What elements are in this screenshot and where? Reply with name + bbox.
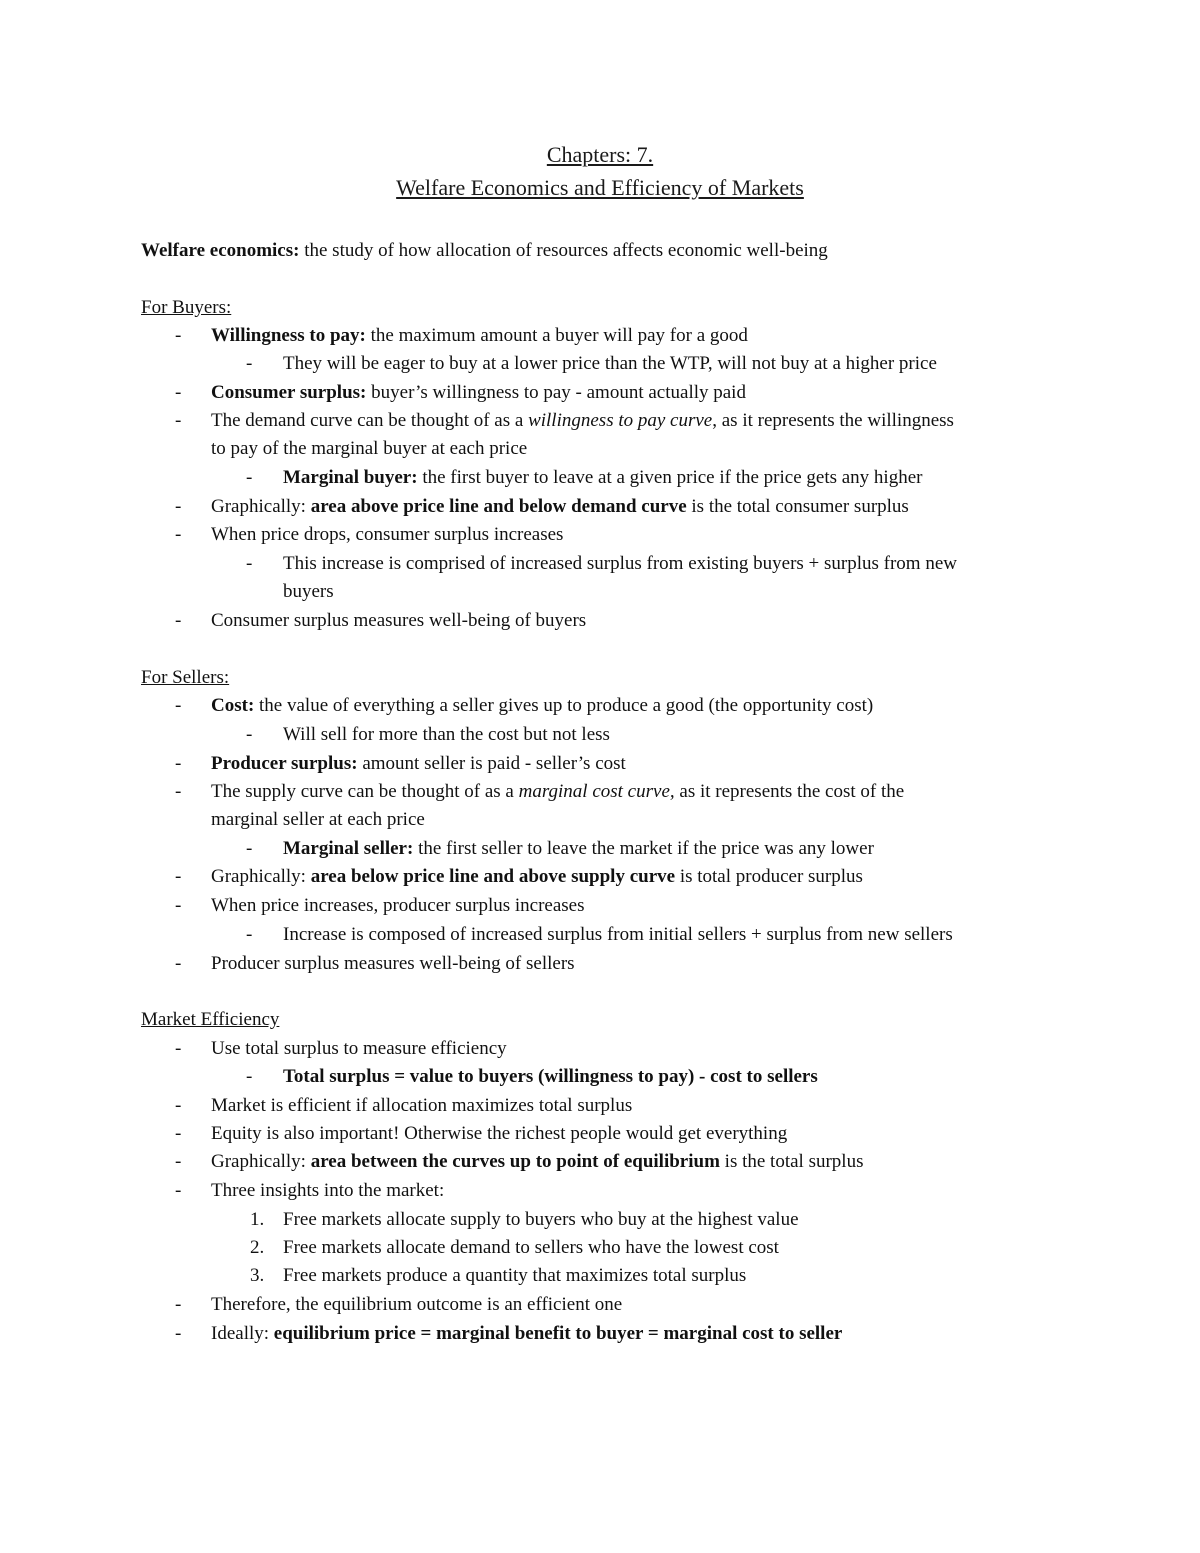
bullet-dash: - [246,553,253,574]
list-item: Market is efficient if allocation maximizes total surplus [211,1095,633,1116]
sub-list-item-continuation: buyers [283,581,334,602]
bullet-dash: - [175,1095,182,1116]
numbered-item: Free markets allocate demand to sellers who have the lowest cost [283,1237,779,1258]
welfare-definition [141,240,828,262]
item-text: , as it represents the willingness [712,410,954,431]
bullet-dash: - [175,610,182,631]
item-text: is the total consumer surplus [686,496,909,517]
item-text: the value of everything a seller gives up to produce a good (the opportunity cost) [254,695,874,716]
chapter-heading: Chapters: 7. [546,142,654,167]
list-item: Equity is also important! Otherwise the richest people would get everything [211,1123,788,1144]
italic-term: marginal cost curve, [518,781,675,802]
bold-phrase: area above price line and below demand curve [310,496,687,517]
item-text: The demand curve can be thought of as a [211,410,529,431]
list-item [211,781,904,803]
sub-list-item: They will be eager to buy at a lower price than the WTP, will not buy at a higher price [283,353,937,374]
list-item [211,496,909,518]
list-item [211,1323,842,1345]
bullet-dash: - [175,953,182,974]
item-text: the first buyer to leave at a given price if the price gets any higher [417,467,923,488]
bullet-dash: - [175,1294,182,1315]
list-item: Consumer surplus measures well-being of buyers [211,610,587,631]
bullet-dash: - [175,1123,182,1144]
sub-list-item: Will sell for more than the cost but not less [283,724,610,745]
section-heading-buyers: For Buyers: [141,297,232,318]
italic-term: willingness to pay curve [528,410,713,431]
bullet-dash: - [175,410,182,431]
bullet-dash: - [175,325,182,346]
sub-list-item [283,467,922,489]
bullet-dash: - [175,1180,182,1201]
bullet-dash: - [175,695,182,716]
bullet-dash: - [175,753,182,774]
definition-text: the study of how allocation of resources affects economic well-being [299,240,828,261]
list-item-continuation: to pay of the marginal buyer at each price [211,438,528,459]
sub-list-item: This increase is comprised of increased surplus from existing buyers + surplus from new [283,553,957,574]
bullet-dash: - [175,382,182,403]
list-item [211,410,954,432]
item-text: the maximum amount a buyer will pay for a good [365,325,748,346]
numbered-item: Free markets allocate supply to buyers who buy at the highest value [283,1209,799,1230]
item-text: buyer’s willingness to pay - amount actually paid [366,382,746,403]
bold-formula: Total surplus = value to buyers (willingness to pay) - cost to sellers [283,1066,818,1087]
list-number: 3. [250,1265,265,1286]
section-heading-efficiency: Market Efficiency [141,1009,280,1030]
list-item [211,382,746,404]
item-text: Ideally: [211,1323,274,1344]
bullet-dash: - [246,467,253,488]
list-item: Use total surplus to measure efficiency [211,1038,507,1059]
bullet-dash: - [175,781,182,802]
bullet-dash: - [246,924,253,945]
list-item: When price increases, producer surplus increases [211,895,585,916]
bullet-dash: - [246,353,253,374]
item-text: The supply curve can be thought of as a [211,781,519,802]
bullet-dash: - [175,895,182,916]
sub-list-item [283,1066,818,1088]
list-item [211,325,748,347]
bullet-dash: - [175,496,182,517]
list-item: Therefore, the equilibrium outcome is an efficient one [211,1294,623,1315]
sub-list-item [283,838,874,860]
item-text: as it represents the cost of the [674,781,905,802]
term-willingness-to-pay: Willingness to pay: [211,325,366,346]
bullet-dash: - [175,866,182,887]
section-heading-sellers: For Sellers: [141,667,230,688]
definition-term: Welfare economics: [141,240,300,261]
item-text: is the total surplus [719,1151,864,1172]
list-item: Three insights into the market: [211,1180,445,1201]
list-item: Producer surplus measures well-being of sellers [211,953,575,974]
document-title: Welfare Economics and Efficiency of Markets [396,175,804,200]
bullet-dash: - [175,1038,182,1059]
list-item [211,866,863,888]
bold-phrase: area between the curves up to point of equilibrium [310,1151,720,1172]
item-text: Graphically: [211,496,311,517]
bullet-dash: - [246,724,253,745]
list-number: 1. [250,1209,265,1230]
sub-list-item: Increase is composed of increased surplus from initial sellers + surplus from new sellers [283,924,953,945]
list-item [211,1151,863,1173]
list-item-continuation: marginal seller at each price [211,809,425,830]
list-item [211,695,873,717]
item-text: the first seller to leave the market if the price was any lower [413,838,874,859]
item-text: Graphically: [211,866,311,887]
item-text: Graphically: [211,1151,311,1172]
bullet-dash: - [246,1066,253,1087]
term-consumer-surplus: Consumer surplus: [211,382,367,403]
term-marginal-buyer: Marginal buyer: [283,467,418,488]
bullet-dash: - [175,524,182,545]
list-number: 2. [250,1237,265,1258]
numbered-item: Free markets produce a quantity that maximizes total surplus [283,1265,747,1286]
bold-phrase: area below price line and above supply curve [310,866,676,887]
bold-phrase: equilibrium price = marginal benefit to buyer = marginal cost to seller [273,1323,843,1344]
term-cost: Cost: [211,695,255,716]
term-marginal-seller: Marginal seller: [283,838,414,859]
bullet-dash: - [246,838,253,859]
list-item: When price drops, consumer surplus increases [211,524,564,545]
bullet-dash: - [175,1151,182,1172]
term-producer-surplus: Producer surplus: [211,753,358,774]
item-text: amount seller is paid - seller’s cost [357,753,626,774]
list-item [211,753,626,775]
item-text: is total producer surplus [675,866,863,887]
bullet-dash: - [175,1323,182,1344]
